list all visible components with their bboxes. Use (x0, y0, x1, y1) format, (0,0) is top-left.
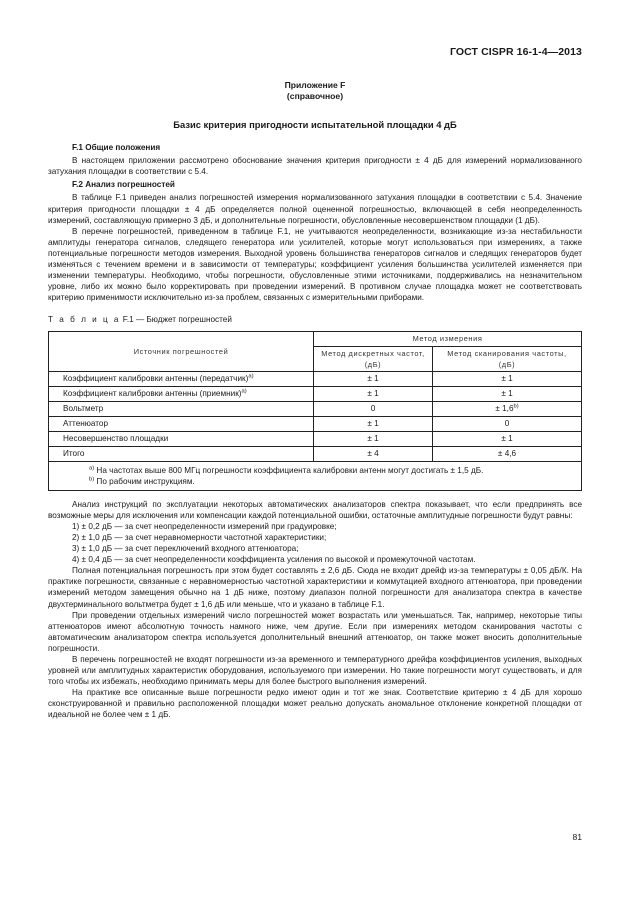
table-note-a: $^{a)}$ На частотах выше 800 МГц погрешности коэффициента калибровки антенн могут достигать ± 1,5 дБ. (89, 464, 484, 475)
list-item: 4) ± 0,4 дБ — за счет неопределенности коэффициента усиления по высокой и промежуточной частотам. (72, 555, 476, 565)
table-row: Несовершенство площадки ± 1 ± 1 (49, 431, 582, 446)
annex-heading: Базис критерия пригодности испытательной площадки 4 дБ (173, 119, 457, 130)
table-caption-text: F.1 — Бюджет погрешностей (120, 315, 232, 325)
table-caption-prefix: Т а б л и ц а (48, 315, 121, 325)
header-method: Метод измерения (314, 331, 582, 346)
page-number: 81 (572, 832, 582, 842)
paragraph: Анализ инструкций по эксплуатации некоторых автоматических анализаторов спектра показывает, что если предпринять все возможные меры для исключения или компенсации каждой потенциальной ошибки, остаточные амплитудные погрешности будут равны: (48, 499, 582, 520)
annex-title: Приложение F (284, 80, 346, 90)
page-content (48, 80, 582, 721)
header-sweep: Метод сканирования частоты, (дБ) (433, 346, 582, 371)
table-row: Аттенюатор ± 1 0 (49, 416, 582, 431)
section-heading-f1: F.1 Общие положения (72, 143, 161, 153)
annex-subtitle: (справочное) (286, 91, 344, 101)
table-row: Вольтметр 0 ± $1,6^{b)}$ (49, 401, 582, 416)
analysis-section (48, 499, 582, 721)
paragraph: В настоящем приложении рассмотрено обоснование значения критерия пригодности ± 4 дБ для измерений нормализованного затухания площадки в соответствии с 5.4. (48, 156, 582, 177)
paragraph: При проведении отдельных измерений число погрешностей может возрастать или уменьшаться. Так, например, некоторые типы аттенюаторов имеют абсолютную точность намного ниже, чем другие. Если при измерениях методом сканирования частоты с автоматическим анализатором спектра используется дополнительный внешний аттенюатор, он также может вносить дополнительные погрешности. (48, 610, 582, 653)
table-note-b: $^{b)}$ По рабочим инструкциям. (89, 475, 195, 486)
paragraph: Полная потенциальная погрешность при этом будет составлять ± 2,6 дБ. Сюда не входит дрейф из-за температуры ± 0,05 дБ/К. На практике погрешности, связанные с неравномерностью частотной характеристики и коммутацией входного аттенюатора, при проведении измерений методом замещения обычно на 1 дБ ниже, поэтому диапазон полной погрешности для анализатора спектра в качестве двухтерминального вольтметра будет ± 1,6 дБ или меньше, что и указано в таблице F.1. (48, 566, 582, 609)
paragraph: В перечень погрешностей не входят погрешности из-за временного и температурного дрейфа коэффициентов усиления, выходных уровней или амплитудных характеристик оборудования, используемого при измерении. Но такие погрешности могут существовать, и для того чтобы их избежать, необходимо принимать меры для более быстрого выполнения измерений. (48, 655, 582, 687)
uncertainty-budget-table (48, 331, 582, 491)
paragraph: На практике все описанные выше погрешности редко имеют один и тот же знак. Соответствие критерию ± 4 дБ для хорошо сконструированной и правильно расположенной площадки может реально допускать аномальное отклонение конкретной площадки от идеальной не более чем ± 1 дБ. (48, 688, 582, 720)
section-heading-f2: F.2 Анализ погрешностей (72, 180, 175, 190)
header-source: Источник погрешностей (49, 331, 314, 371)
paragraph: В перечне погрешностей, приведенном в таблице F.1, не учитываются неопределенности, возникающие из-за нестабильности амплитуды генератора сигналов, следящего генератора или усилителей, которые могут использоваться при измерениях, а также потенциальные погрешности методов измерения. Выходной уровень большинства генераторов сигналов и следящих генераторов будет изменяться с течением времени и в зависимости от температуры; коэффициент усиления большинства усилителей изменяется при изменении температуры. Необходимо, чтобы погрешности, обусловленные этими источниками, поддерживались на незначительном уровне, либо их можно было корректировать при проведении измерений. В противном случае площадка может не соответствовать критерию применимости исключительно из-за проблем, связанных с измерительными приборами. (48, 226, 582, 303)
header-discrete: Метод дискретных частот, (дБ) (314, 346, 433, 371)
list-item: 2) ± 1,0 дБ — за счет неравномерности частотной характеристики; (72, 532, 327, 542)
table-row: Итого ± 4 ± 4,6 (49, 446, 582, 461)
table-row: Коэффициент калибровки антенны (передатчик)$^{a)}$ ± 1 ± 1 (49, 371, 582, 386)
table-row: Коэффициент калибровки антенны (приемник)$^{a)}$ ± 1 ± 1 (49, 386, 582, 401)
table-notes (49, 461, 582, 490)
paragraph: В таблице F.1 приведен анализ погрешностей измерения нормализованного затухания площадки в соответствии с 5.4. Значение критерия пригодности площадки ± 4 дБ определяется полной оцененной погрешностью, включающей в себя неопределенность измерений, составляющую примерно 3 дБ, и дополнительные погрешности, обусловленные несовершенством площадки (1 дБ). (48, 193, 582, 225)
standard-header: ГОСТ CISPR 16-1-4—2013 (449, 46, 582, 58)
list-item: 1) ± 0,2 дБ — за счет неопределенности измерений при градуировке; (72, 521, 337, 531)
table-caption (48, 314, 582, 325)
list-item: 3) ± 1,0 дБ — за счет переключений входного аттенюатора; (72, 544, 299, 554)
